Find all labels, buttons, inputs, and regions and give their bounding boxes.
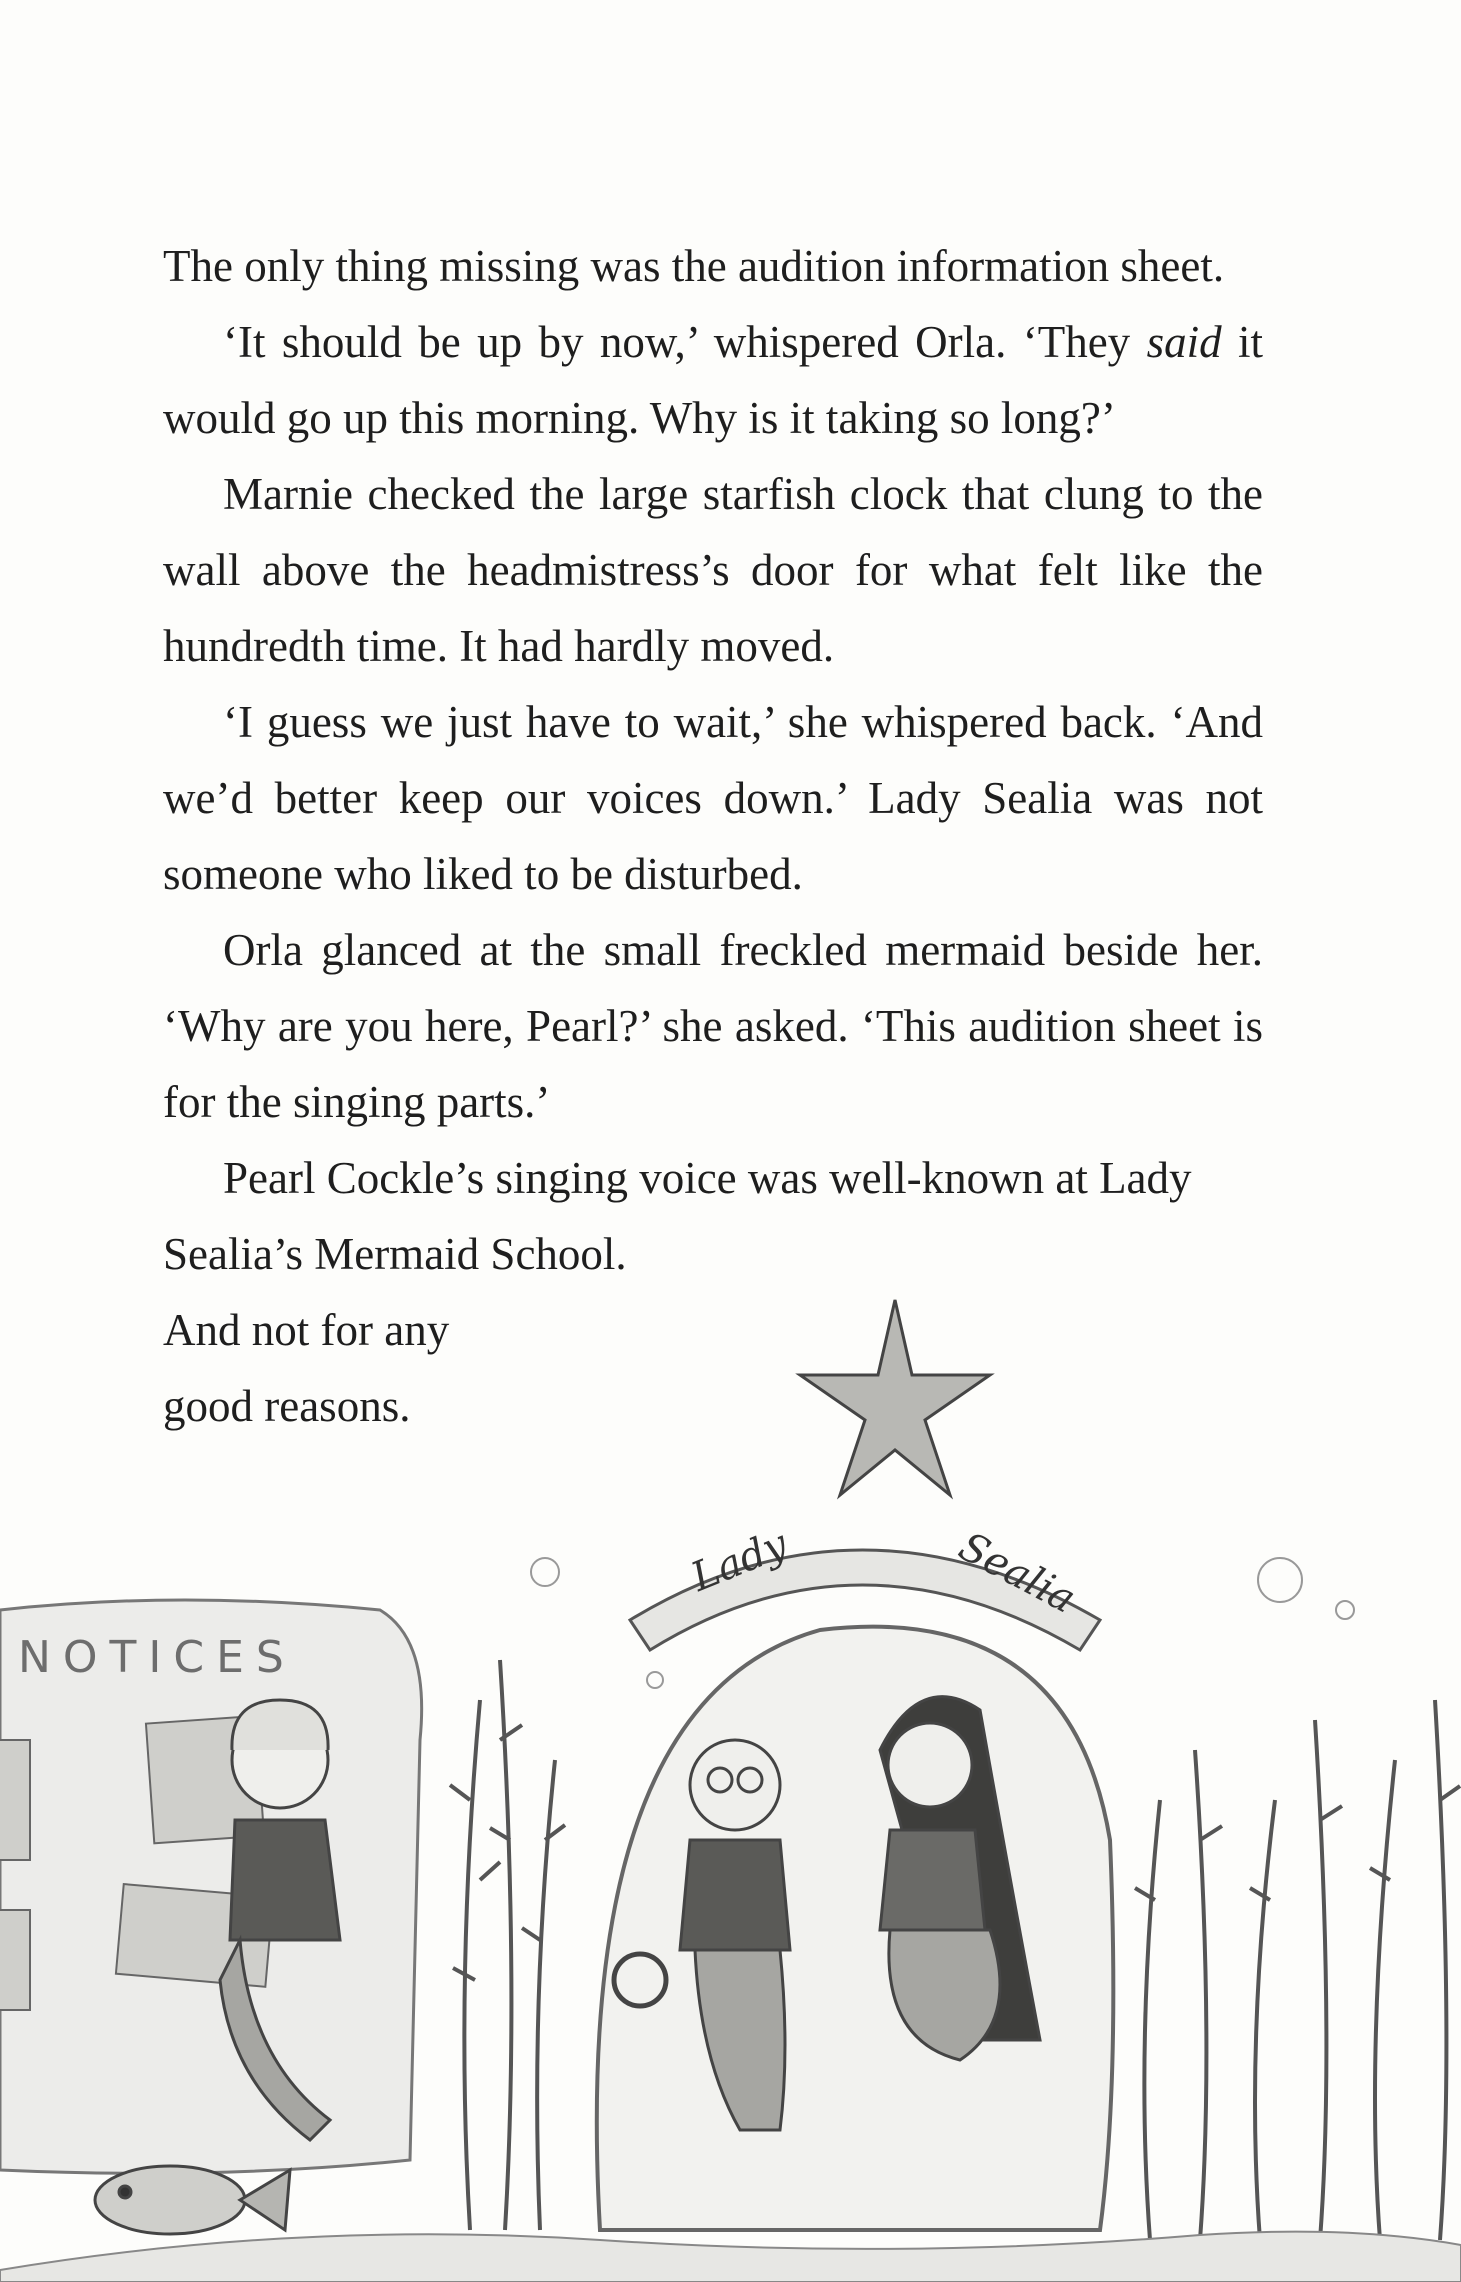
paragraph-1: The only thing missing was the audition information sheet. xyxy=(163,241,1225,291)
paragraph-6-line-2: Sealia’s Mermaid School. xyxy=(163,1229,627,1279)
notice-paper-3 xyxy=(0,1740,30,1860)
paragraph-5: Orla glanced at the small freckled mermaid beside her. ‘Why are you here, Pearl?’ she asked. ‘This audition sheet is for the singing parts.’ xyxy=(163,925,1263,1127)
school-hallway-illustration xyxy=(0,1280,1461,2282)
paragraph-6 xyxy=(163,1140,1263,1292)
paragraph-3: Marnie checked the large starfish clock that clung to the wall above the headmistress’s door for what felt like the hundredth time. It had hardly moved. xyxy=(163,469,1263,671)
paragraph-7-line-1: And not for any xyxy=(163,1305,450,1355)
seaweed-left xyxy=(450,1660,565,2230)
illustration-drawing xyxy=(0,1280,1461,2282)
sea-floor xyxy=(0,2232,1461,2282)
notices-label: NOTICES xyxy=(18,1632,296,1683)
paragraph-6-line-1: Pearl Cockle’s singing voice was well-known at Lady xyxy=(223,1153,1192,1203)
starfish-clock xyxy=(800,1300,990,1495)
story-text xyxy=(163,228,1263,1444)
seaweed-right xyxy=(1135,1700,1460,2240)
paragraph-2-part-2: it would go up this morning. Why is it taking so long?’ xyxy=(163,317,1263,443)
paragraph-2-part-1: ‘It should be up by now,’ whispered Orla. ‘They xyxy=(223,317,1147,367)
banner-text-lady: Lady xyxy=(684,1521,794,1601)
fish xyxy=(95,2166,290,2234)
paragraph-7-line-2: good reasons. xyxy=(163,1381,411,1431)
paragraph-2 xyxy=(163,304,1263,456)
headmistress-door xyxy=(597,1627,1114,2230)
notice-board xyxy=(0,1600,422,2173)
banner-text-sealia: Sealia xyxy=(951,1523,1083,1623)
notice-paper-4 xyxy=(0,1910,30,2010)
paragraph-2-emphasis: said xyxy=(1146,317,1222,367)
paragraph-4: ‘I guess we just have to wait,’ she whispered back. ‘And we’d better keep our voices down.’ Lady Sealia was not someone who liked to be disturbed. xyxy=(163,697,1263,899)
